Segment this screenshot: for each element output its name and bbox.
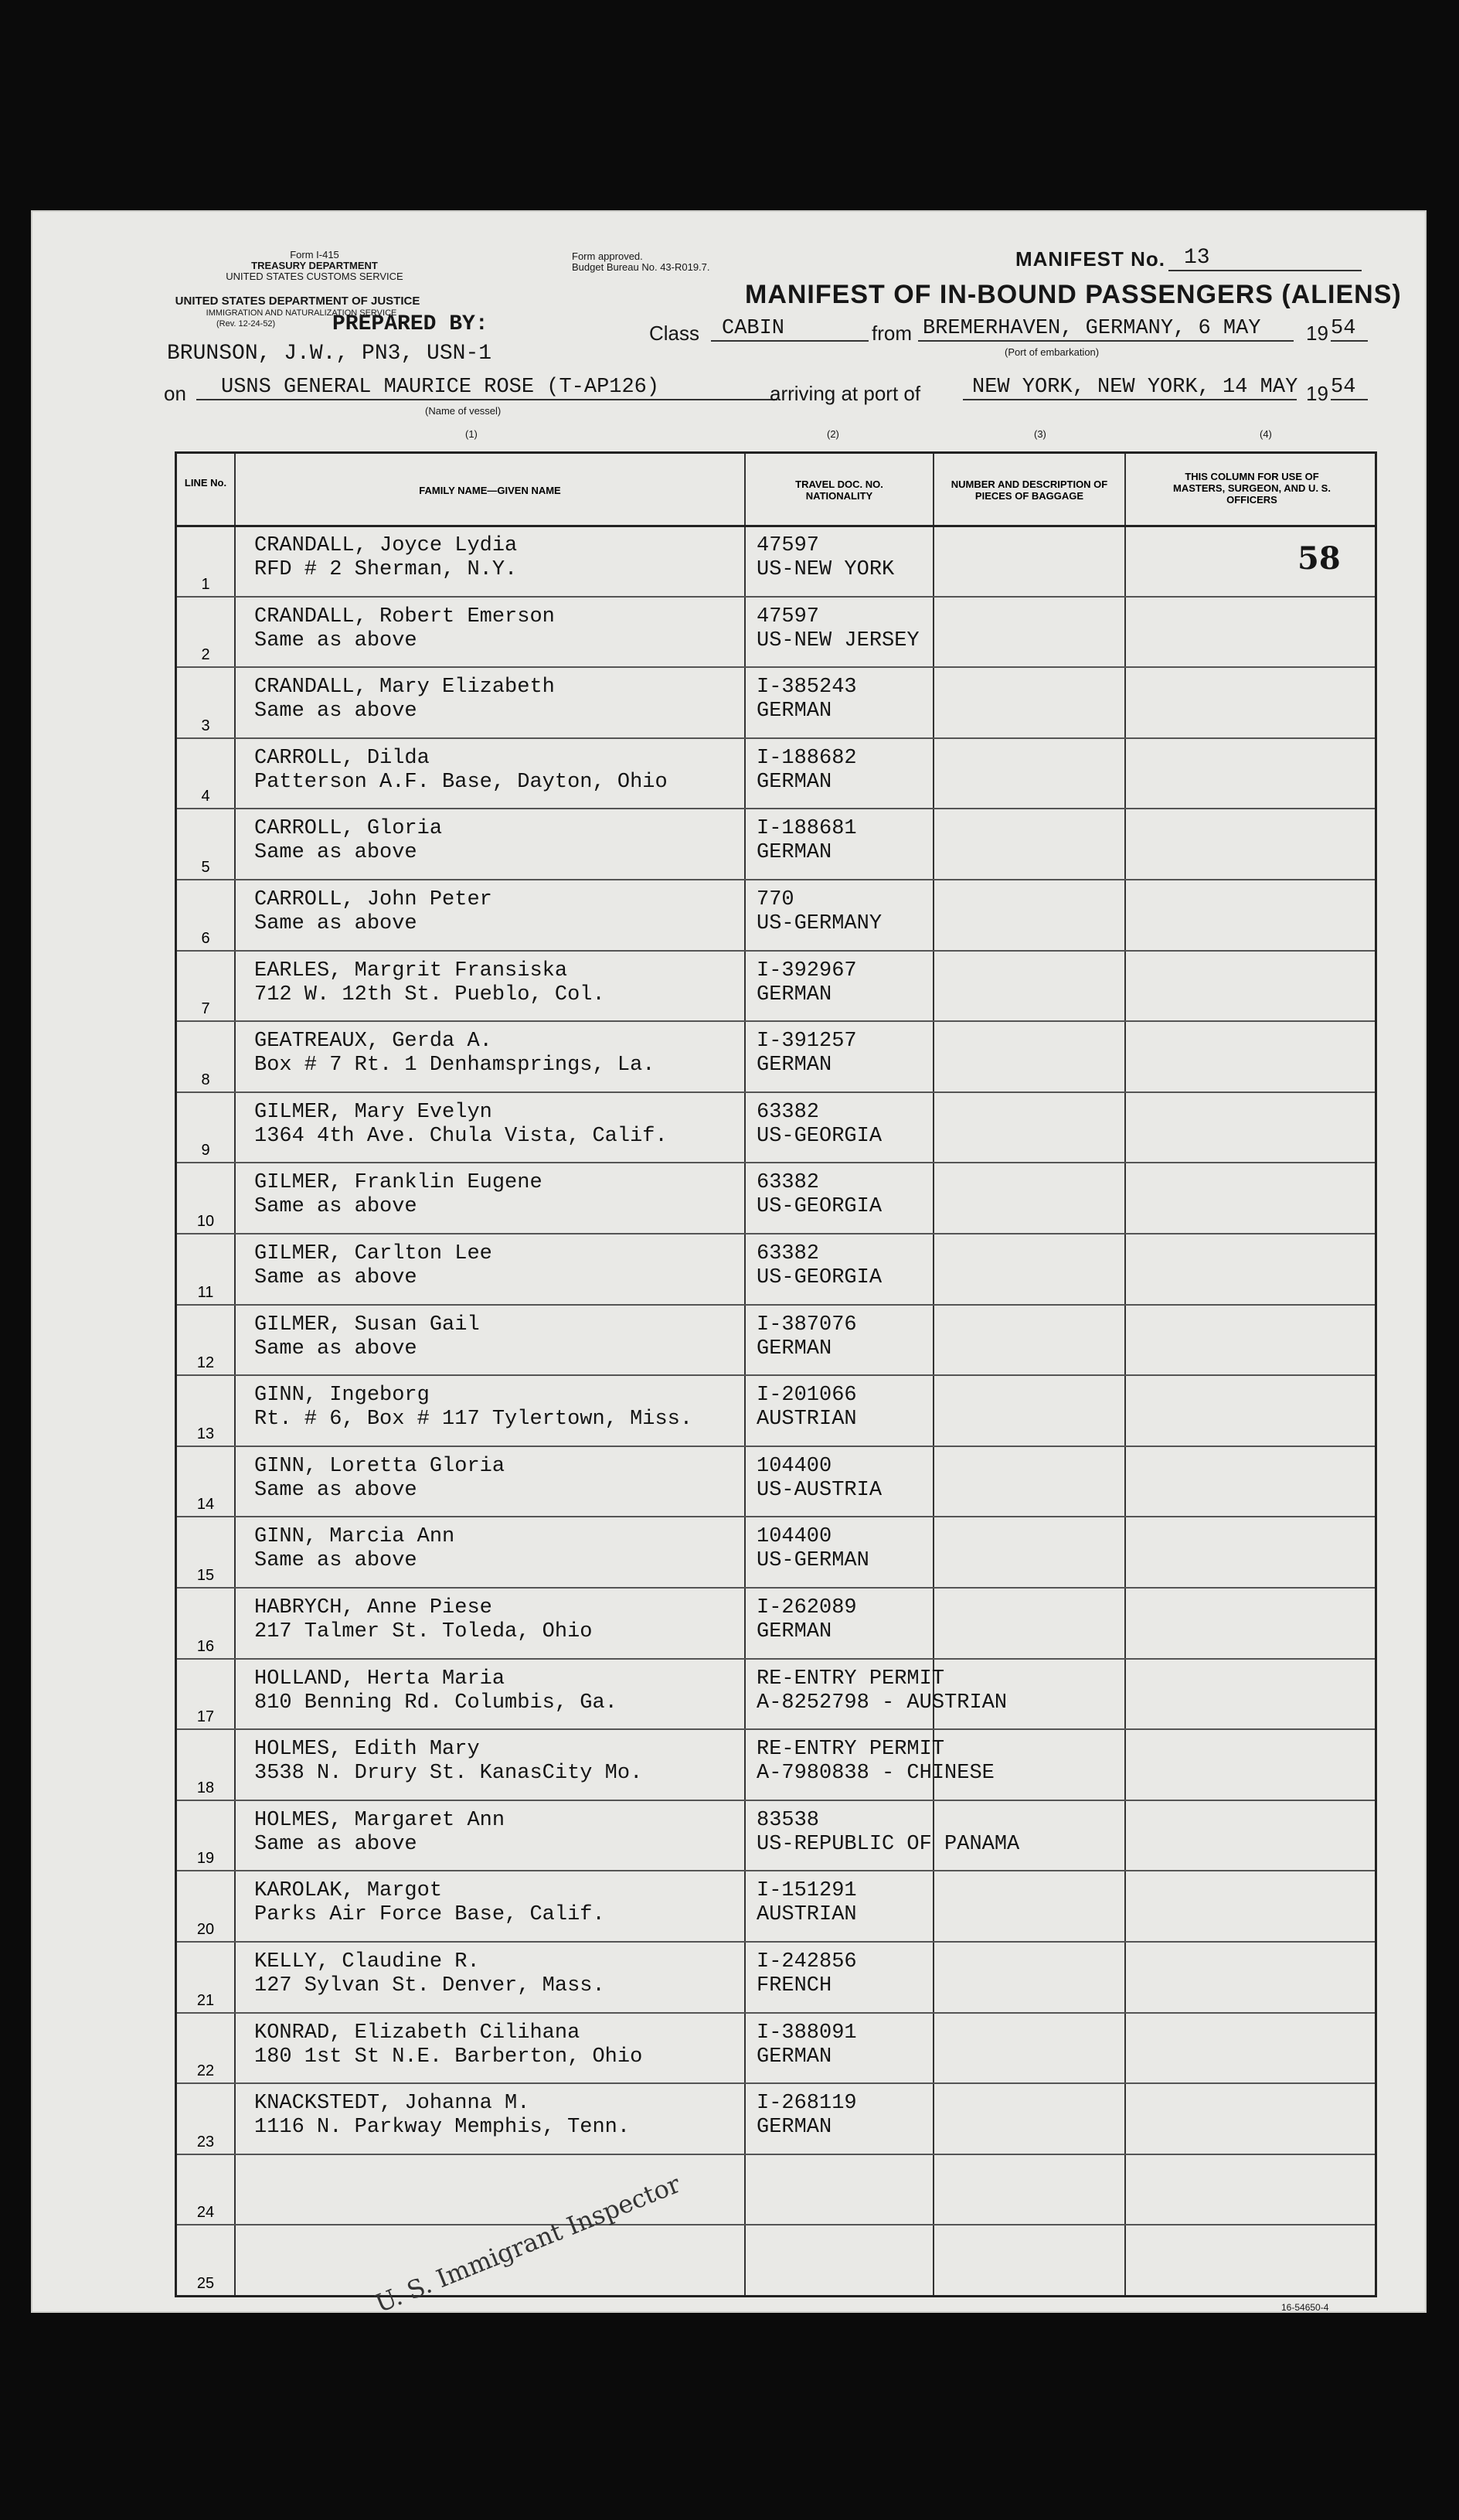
nationality: GERMAN xyxy=(757,770,832,794)
passenger-address: Box # 7 Rt. 1 Denhamsprings, La. xyxy=(254,1054,655,1078)
prepared-by-label: PREPARED BY: xyxy=(332,312,488,336)
passenger-name: GILMER, Franklin Eugene xyxy=(254,1171,542,1195)
nationality: GERMAN xyxy=(757,700,832,724)
nationality: US-REPUBLIC OF PANAMA xyxy=(757,1832,1020,1856)
line-number: 22 xyxy=(196,2062,215,2080)
port-caption: (Port of embarkation) xyxy=(1005,346,1100,358)
column-number-1: (1) xyxy=(465,428,478,440)
nationality: AUSTRIAN xyxy=(757,1408,857,1432)
nationality: GERMAN xyxy=(757,841,832,865)
table-row xyxy=(177,596,1375,667)
table-row xyxy=(177,525,1375,596)
treasury-dept: TREASURY DEPARTMENT xyxy=(251,260,378,271)
table-row xyxy=(177,1233,1375,1304)
passenger-address: Same as above xyxy=(254,628,417,652)
year-prefix: 19 xyxy=(1306,322,1328,345)
passenger-name: KELLY, Claudine R. xyxy=(254,1950,480,1973)
table-row xyxy=(177,2224,1375,2295)
passenger-address: Same as above xyxy=(254,1478,417,1502)
line-number: 20 xyxy=(196,1920,215,1938)
travel-doc-no: I-201066 xyxy=(757,1384,857,1408)
line-number: 18 xyxy=(196,1779,215,1796)
table-row xyxy=(177,1374,1375,1446)
passenger-name: KAROLAK, Margot xyxy=(254,1879,443,1903)
line-number: 15 xyxy=(196,1566,215,1584)
line-number: 24 xyxy=(196,2204,215,2222)
line-number: 5 xyxy=(201,858,210,876)
class-value: CABIN xyxy=(711,317,869,342)
line-number: 25 xyxy=(196,2274,215,2292)
customs-service: UNITED STATES CUSTOMS SERVICE xyxy=(226,271,403,282)
travel-doc-no: 104400 xyxy=(757,1454,832,1478)
manifest-title: MANIFEST OF IN-BOUND PASSENGERS (ALIENS) xyxy=(745,280,1402,309)
table-row xyxy=(177,1728,1375,1800)
table-row xyxy=(177,1800,1375,1871)
column-number-4: (4) xyxy=(1260,428,1272,440)
nationality: GERMAN xyxy=(757,2045,832,2069)
travel-doc-no: 63382 xyxy=(757,1171,820,1195)
table-row xyxy=(177,1162,1375,1233)
arrival-port: NEW YORK, NEW YORK, 14 MAY xyxy=(963,376,1297,400)
from-label: from xyxy=(872,322,912,345)
table-row xyxy=(177,879,1375,950)
travel-doc-no: RE-ENTRY PERMIT xyxy=(757,1667,945,1691)
passenger-name: GILMER, Mary Evelyn xyxy=(254,1100,492,1124)
passenger-address: 217 Talmer St. Toleda, Ohio xyxy=(254,1620,593,1643)
nationality: US-GERMANY xyxy=(757,912,883,935)
nationality: AUSTRIAN xyxy=(757,1903,857,1927)
passenger-name: CRANDALL, Joyce Lydia xyxy=(254,534,518,557)
passenger-address: Patterson A.F. Base, Dayton, Ohio xyxy=(254,770,668,794)
table-row xyxy=(177,2154,1375,2225)
passenger-address: Rt. # 6, Box # 117 Tylertown, Miss. xyxy=(254,1408,693,1432)
travel-doc-no: 63382 xyxy=(757,1100,820,1124)
passenger-name: GILMER, Susan Gail xyxy=(254,1313,480,1337)
tally-number: 58 xyxy=(1297,540,1341,577)
passenger-address: Same as above xyxy=(254,1549,417,1573)
passenger-name: CRANDALL, Robert Emerson xyxy=(254,604,555,628)
nationality: US-NEW YORK xyxy=(757,558,895,581)
travel-doc-no: I-387076 xyxy=(757,1313,857,1337)
nationality: US-GERMAN xyxy=(757,1549,869,1573)
arriving-label: arriving at port of xyxy=(770,382,921,405)
passenger-table xyxy=(175,451,1377,2297)
nationality: GERMAN xyxy=(757,982,832,1006)
travel-doc-no: I-242856 xyxy=(757,1950,857,1973)
table-row xyxy=(177,1304,1375,1375)
line-number: 8 xyxy=(201,1071,210,1088)
table-row xyxy=(177,1446,1375,1517)
vessel-caption: (Name of vessel) xyxy=(425,405,502,417)
nationality: GERMAN xyxy=(757,1054,832,1078)
line-number: 7 xyxy=(201,1000,210,1018)
line-number: 3 xyxy=(201,717,210,734)
travel-doc-no: I-262089 xyxy=(757,1596,857,1619)
col-header-name: FAMILY NAME—GIVEN NAME xyxy=(419,485,561,496)
passenger-name: GILMER, Carlton Lee xyxy=(254,1242,492,1265)
table-row xyxy=(177,737,1375,809)
line-number: 10 xyxy=(196,1212,215,1230)
line-number: 23 xyxy=(196,2133,215,2151)
nationality: GERMAN xyxy=(757,1337,832,1360)
passenger-name: GEATREAUX, Gerda A. xyxy=(254,1030,492,1054)
table-row xyxy=(177,666,1375,737)
passenger-name: HABRYCH, Anne Piese xyxy=(254,1596,492,1619)
footer-code: 16-54650-4 xyxy=(1281,2302,1329,2313)
travel-doc-no: 83538 xyxy=(757,1808,820,1832)
table-row xyxy=(177,1870,1375,1941)
nationality: US-NEW JERSEY xyxy=(757,628,920,652)
table-row xyxy=(177,2082,1375,2154)
passenger-address: Same as above xyxy=(254,1195,417,1219)
passenger-name: HOLMES, Edith Mary xyxy=(254,1738,480,1762)
passenger-address: Same as above xyxy=(254,700,417,724)
table-row xyxy=(177,1020,1375,1091)
table-row xyxy=(177,1658,1375,1729)
year-value-2: 54 xyxy=(1331,376,1368,400)
form-approved: Form approved. xyxy=(572,250,643,262)
inspector-stamp: U. S. Immigrant Inspector xyxy=(371,2168,685,2319)
passenger-address: Same as above xyxy=(254,1832,417,1856)
ins-service: IMMIGRATION AND NATURALIZATION SERVICE xyxy=(206,308,397,318)
line-number: 4 xyxy=(201,788,210,805)
travel-doc-no: 47597 xyxy=(757,604,820,628)
class-label: Class xyxy=(649,322,700,345)
column-number-3: (3) xyxy=(1034,428,1046,440)
travel-doc-no: I-392967 xyxy=(757,959,857,982)
line-number: 13 xyxy=(196,1425,215,1442)
passenger-address: 712 W. 12th St. Pueblo, Col. xyxy=(254,982,605,1006)
table-row xyxy=(177,1516,1375,1587)
table-row xyxy=(177,1941,1375,2012)
passenger-address: 1364 4th Ave. Chula Vista, Calif. xyxy=(254,1124,668,1148)
travel-doc-no: 63382 xyxy=(757,1242,820,1265)
travel-doc-no: I-391257 xyxy=(757,1030,857,1054)
form-number: Form I-415 xyxy=(290,249,339,261)
line-number: 6 xyxy=(201,929,210,947)
col-header-baggage: NUMBER AND DESCRIPTION OF PIECES OF BAGGAGE xyxy=(951,478,1108,502)
vessel-name: USNS GENERAL MAURICE ROSE (T-AP126) xyxy=(196,376,777,400)
travel-doc-no: I-385243 xyxy=(757,676,857,700)
passenger-name: CARROLL, Dilda xyxy=(254,746,430,770)
passenger-name: CARROLL, John Peter xyxy=(254,888,492,911)
passenger-name: CRANDALL, Mary Elizabeth xyxy=(254,676,555,700)
table-row xyxy=(177,1091,1375,1163)
travel-doc-no: I-188681 xyxy=(757,817,857,841)
nationality: A-7980838 - CHINESE xyxy=(757,1762,995,1786)
nationality: GERMAN xyxy=(757,2116,832,2140)
nationality: US-GEORGIA xyxy=(757,1266,883,1289)
passenger-address: 810 Benning Rd. Columbis, Ga. xyxy=(254,1691,617,1715)
year-value: 54 xyxy=(1331,317,1368,342)
nationality: US-AUSTRIA xyxy=(757,1478,883,1502)
passenger-name: KONRAD, Elizabeth Cilihana xyxy=(254,2021,580,2045)
table-row xyxy=(177,2012,1375,2083)
passenger-name: EARLES, Margrit Fransiska xyxy=(254,959,568,982)
line-number: 9 xyxy=(201,1142,210,1160)
travel-doc-no: RE-ENTRY PERMIT xyxy=(757,1738,945,1762)
nationality: US-GEORGIA xyxy=(757,1195,883,1219)
passenger-address: Same as above xyxy=(254,841,417,865)
passenger-address: 3538 N. Drury St. KanasCity Mo. xyxy=(254,1762,643,1786)
line-number: 14 xyxy=(196,1496,215,1514)
revision: (Rev. 12-24-52) xyxy=(216,319,276,329)
line-number: 19 xyxy=(196,1850,215,1868)
table-row xyxy=(177,950,1375,1021)
column-number-2: (2) xyxy=(827,428,839,440)
travel-doc-no: I-151291 xyxy=(757,1879,857,1903)
year-prefix-2: 19 xyxy=(1306,382,1328,405)
passenger-address: RFD # 2 Sherman, N.Y. xyxy=(254,558,518,581)
col-header-travel-doc: TRAVEL DOC. NO. NATIONALITY xyxy=(795,478,883,502)
passenger-name: HOLLAND, Herta Maria xyxy=(254,1667,505,1691)
nationality: FRENCH xyxy=(757,1974,832,1997)
passenger-address: Same as above xyxy=(254,912,417,935)
preparer: BRUNSON, J.W., PN3, USN-1 xyxy=(167,342,492,366)
line-number: 12 xyxy=(196,1354,215,1372)
line-number: 1 xyxy=(201,575,210,593)
travel-doc-no: I-388091 xyxy=(757,2021,857,2045)
table-row xyxy=(177,808,1375,879)
passenger-name: KNACKSTEDT, Johanna M. xyxy=(254,2092,530,2116)
nationality: US-GEORGIA xyxy=(757,1124,883,1148)
col-header-officers: THIS COLUMN FOR USE OF MASTERS, SURGEON, AND U. S. OFFICERS xyxy=(1173,471,1331,506)
line-number: 2 xyxy=(201,646,210,664)
justice-dept: UNITED STATES DEPARTMENT OF JUSTICE xyxy=(175,295,420,308)
nationality: GERMAN xyxy=(757,1620,832,1643)
passenger-name: GINN, Ingeborg xyxy=(254,1384,430,1408)
table-row xyxy=(177,1587,1375,1658)
line-number: 17 xyxy=(196,1708,215,1726)
budget-bureau: Budget Bureau No. 43-R019.7. xyxy=(572,261,710,273)
nationality: A-8252798 - AUSTRIAN xyxy=(757,1691,1008,1715)
passenger-name: GINN, Marcia Ann xyxy=(254,1525,455,1549)
line-number: 11 xyxy=(197,1283,214,1301)
col-header-line-no: LINE No. xyxy=(184,477,227,489)
passenger-name: HOLMES, Margaret Ann xyxy=(254,1808,505,1832)
line-number: 21 xyxy=(196,1991,215,2009)
manifest-no-value: 13 xyxy=(1168,246,1362,271)
manifest-page xyxy=(31,210,1427,2319)
passenger-address: Parks Air Force Base, Calif. xyxy=(254,1903,605,1927)
passenger-address: Same as above xyxy=(254,1266,417,1289)
passenger-name: GINN, Loretta Gloria xyxy=(254,1454,505,1478)
line-number: 16 xyxy=(196,1637,215,1655)
port-embarkation: BREMERHAVEN, GERMANY, 6 MAY xyxy=(918,317,1294,342)
on-label: on xyxy=(164,382,186,405)
passenger-address: Same as above xyxy=(254,1337,417,1360)
travel-doc-no: 104400 xyxy=(757,1525,832,1549)
travel-doc-no: I-188682 xyxy=(757,746,857,770)
passenger-address: 127 Sylvan St. Denver, Mass. xyxy=(254,1974,605,1997)
passenger-name: CARROLL, Gloria xyxy=(254,817,443,841)
passenger-address: 180 1st St N.E. Barberton, Ohio xyxy=(254,2045,643,2069)
travel-doc-no: I-268119 xyxy=(757,2092,857,2116)
travel-doc-no: 770 xyxy=(757,888,794,911)
passenger-address: 1116 N. Parkway Memphis, Tenn. xyxy=(254,2116,631,2140)
manifest-no-label: MANIFEST No. xyxy=(1015,247,1165,271)
travel-doc-no: 47597 xyxy=(757,534,820,557)
